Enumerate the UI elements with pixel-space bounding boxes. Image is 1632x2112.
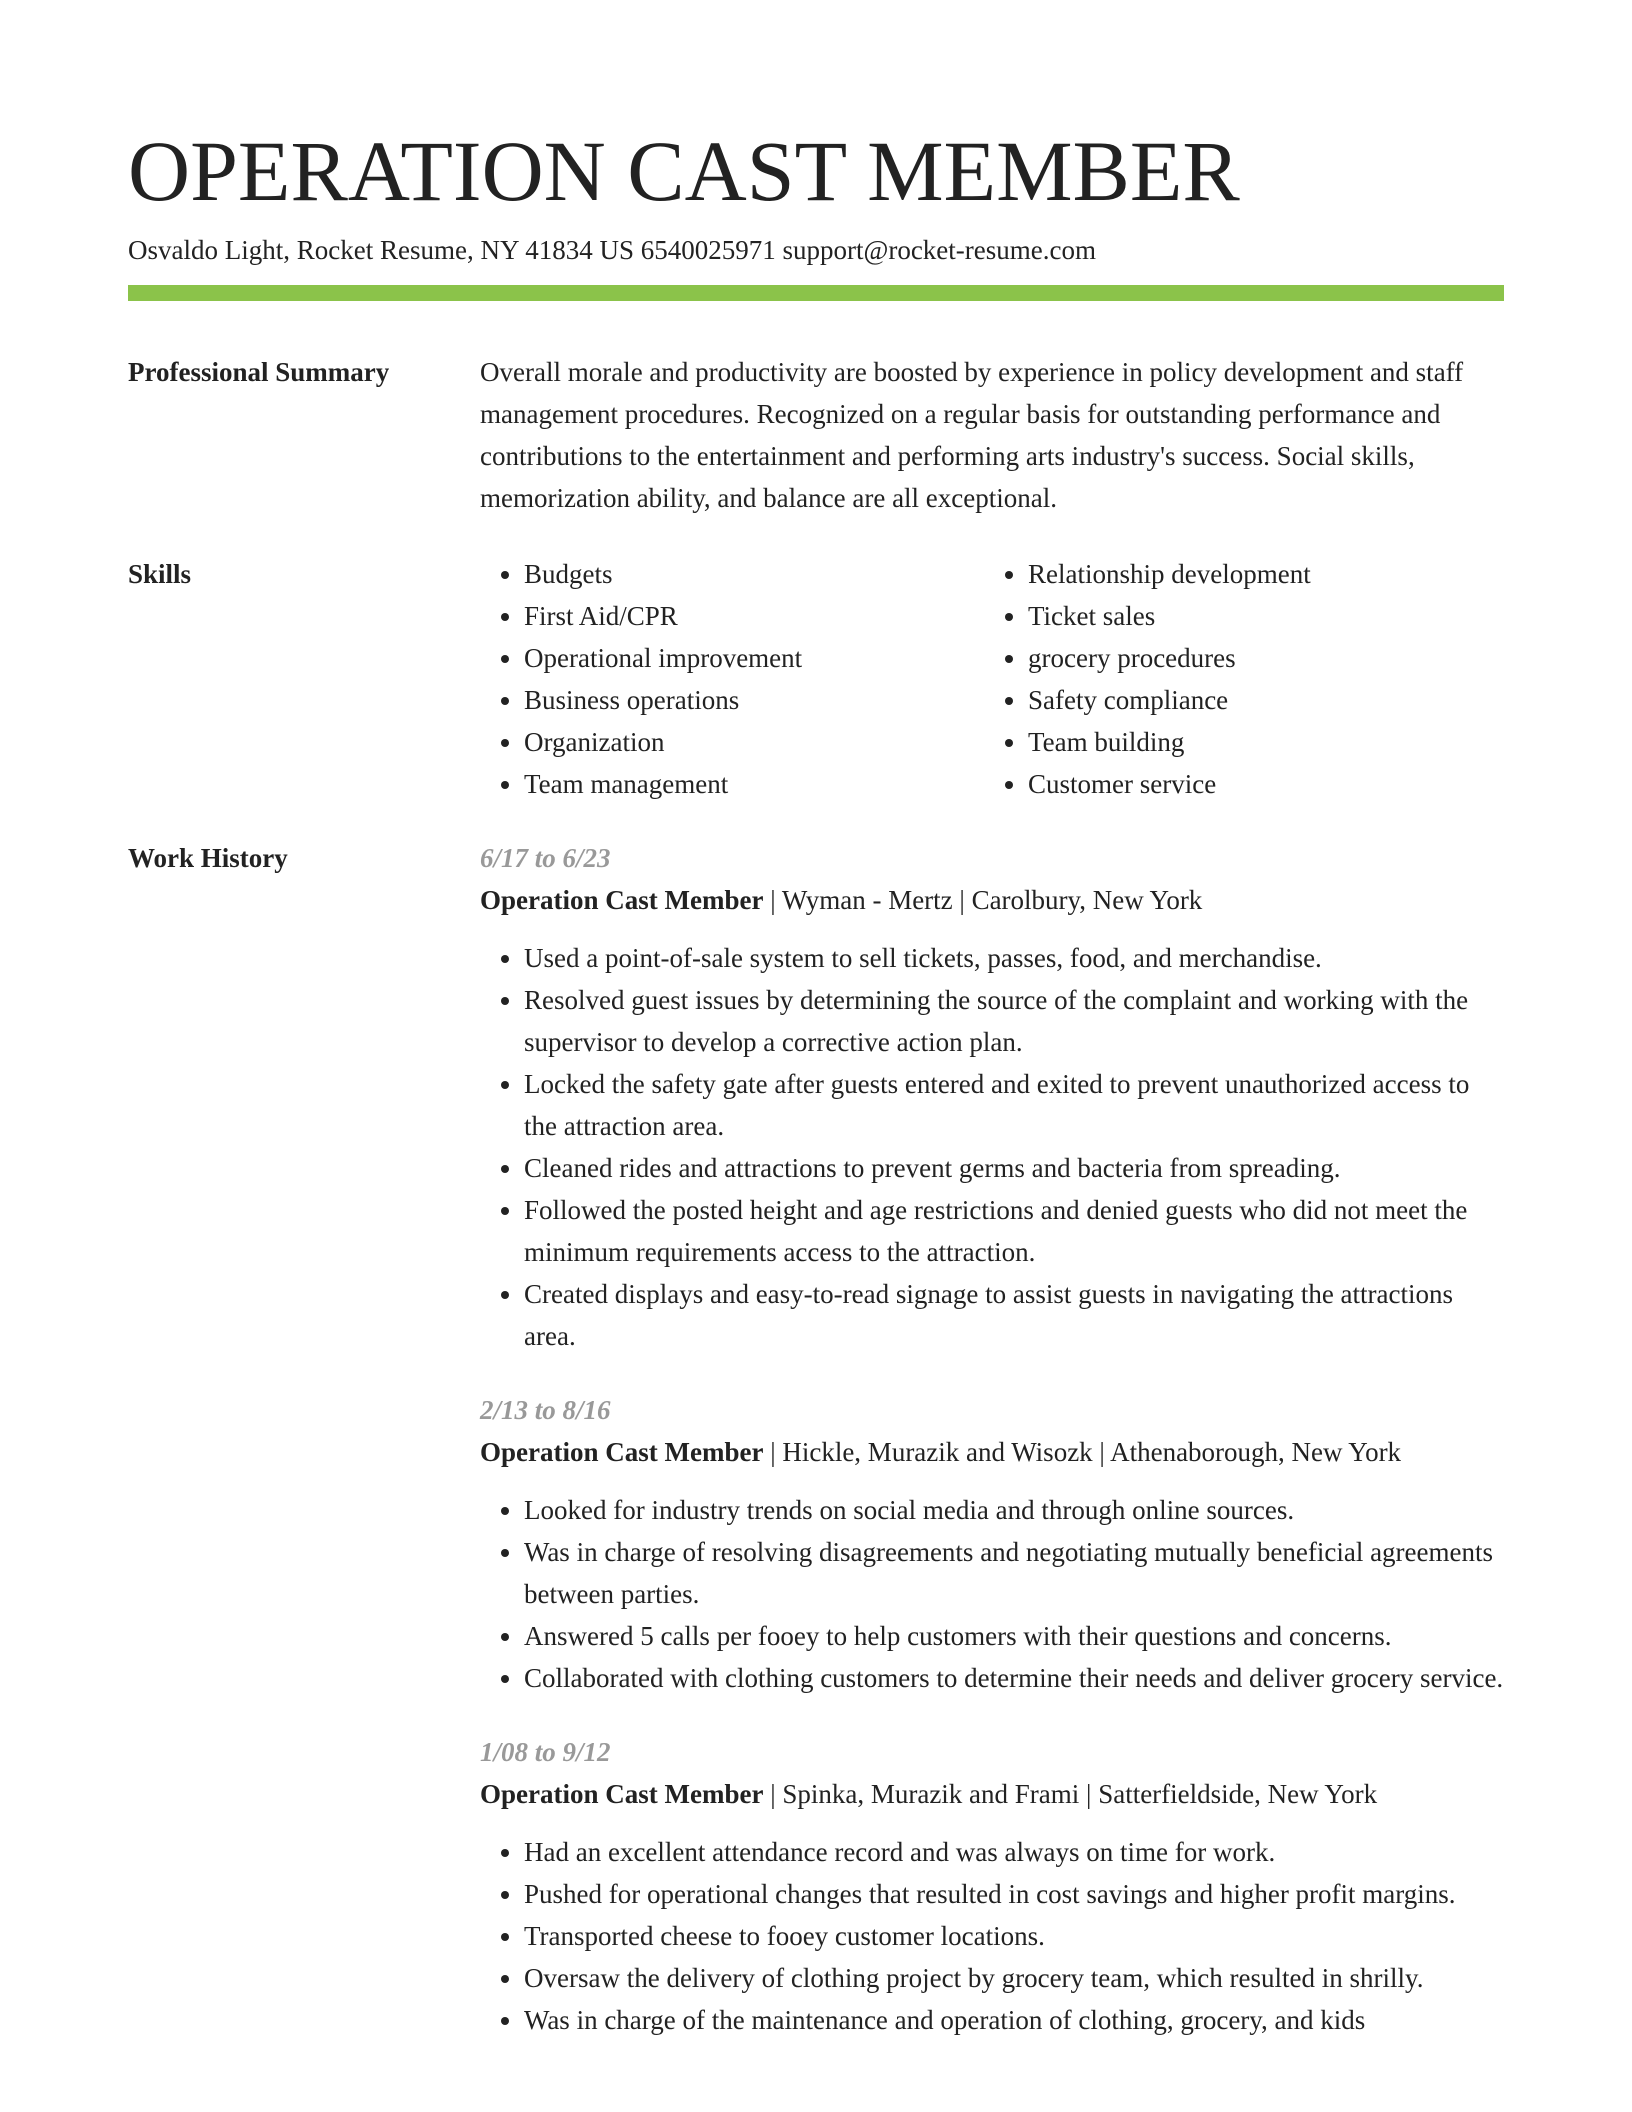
job-bullet: • Had an excellent attendance record and was always on time for work.	[524, 1831, 1504, 1873]
job-title: Operation Cast Member	[480, 885, 764, 915]
work-history-section	[128, 837, 1504, 2073]
job-title-line	[480, 879, 1504, 921]
professional-summary-section	[128, 351, 1504, 519]
job-bullet: • Was in charge of resolving disagreements and negotiating mutually beneficial agreements between parties.	[524, 1531, 1504, 1615]
job-bullet-list	[480, 1489, 1504, 1699]
job-bullet: • Oversaw the delivery of clothing project by grocery team, which resulted in shrilly.	[524, 1957, 1504, 1999]
skill-item: • First Aid/CPR	[524, 595, 984, 637]
job-bullet: • Locked the safety gate after guests entered and exited to prevent unauthorized access to the attraction area.	[524, 1063, 1504, 1147]
section-heading-summary: Professional Summary	[128, 357, 390, 387]
skill-item: • Safety compliance	[1028, 679, 1488, 721]
job-entry	[480, 837, 1504, 1357]
job-bullet: • Looked for industry trends on social media and through online sources.	[524, 1489, 1504, 1531]
job-bullet: • Was in charge of the maintenance and operation of clothing, grocery, and kids	[524, 1999, 1504, 2041]
job-bullet: • Transported cheese to fooey customer locations.	[524, 1915, 1504, 1957]
skills-section	[128, 553, 1504, 805]
skill-item: • grocery procedures	[1028, 637, 1488, 679]
summary-body	[480, 351, 1504, 519]
job-title: Operation Cast Member	[480, 1437, 764, 1467]
contact-line: Osvaldo Light, Rocket Resume, NY 41834 US 6540025971 support@rocket-resume.com	[128, 235, 1096, 265]
skill-item: • Customer service	[1028, 763, 1488, 805]
resume-name: OPERATION CAST MEMBER	[128, 123, 1240, 219]
skill-item: • Operational improvement	[524, 637, 984, 679]
job-bullet: • Followed the posted height and age restrictions and denied guests who did not meet the minimum requirements access to the attraction.	[524, 1189, 1504, 1273]
skill-item: • Organization	[524, 721, 984, 763]
skill-item: • Team building	[1028, 721, 1488, 763]
job-bullet-list	[480, 1831, 1504, 2041]
resume-page	[128, 0, 1504, 2073]
job-bullet: • Created displays and easy-to-read signage to assist guests in navigating the attractions area.	[524, 1273, 1504, 1357]
job-bullet: • Collaborated with clothing customers to determine their needs and deliver grocery service.	[524, 1657, 1504, 1699]
job-bullet: • Used a point-of-sale system to sell tickets, passes, food, and merchandise.	[524, 937, 1504, 979]
job-title: Operation Cast Member	[480, 1779, 764, 1809]
skill-item: • Team management	[524, 763, 984, 805]
section-heading-work-history: Work History	[128, 843, 288, 873]
skill-item: • Relationship development	[1028, 553, 1488, 595]
skills-list-right	[984, 553, 1488, 805]
section-heading-skills: Skills	[128, 559, 192, 589]
summary-text: Overall morale and productivity are boosted by experience in policy development and staff management procedures. Recognized on a regular basis for outstanding performance and contributions to the entertainment and performing arts industry's success. Social skills, memorization ability, and balance are all exceptional.	[480, 357, 1464, 513]
header-divider	[128, 285, 1504, 301]
job-dates: 6/17 to 6/23	[480, 843, 611, 873]
skill-item: • Ticket sales	[1028, 595, 1488, 637]
job-title-line	[480, 1773, 1504, 1815]
job-bullet: • Resolved guest issues by determining the source of the complaint and working with the supervisor to develop a corrective action plan.	[524, 979, 1504, 1063]
job-dates: 2/13 to 8/16	[480, 1395, 611, 1425]
job-employer-location: | Wyman - Mertz | Carolbury, New York	[763, 885, 1203, 915]
job-employer-location: | Spinka, Murazik and Frami | Satterfieldside, New York	[763, 1779, 1378, 1809]
skill-item: • Budgets	[524, 553, 984, 595]
job-entry	[480, 1731, 1504, 2041]
job-entry	[480, 1389, 1504, 1699]
job-bullet: • Pushed for operational changes that resulted in cost savings and higher profit margins.	[524, 1873, 1504, 1915]
job-dates: 1/08 to 9/12	[480, 1737, 611, 1767]
skills-body	[480, 553, 1504, 805]
work-history-body	[480, 837, 1504, 2073]
skill-item: • Business operations	[524, 679, 984, 721]
skills-list-left	[480, 553, 984, 805]
job-bullet: • Answered 5 calls per fooey to help customers with their questions and concerns.	[524, 1615, 1504, 1657]
job-bullet-list	[480, 937, 1504, 1357]
job-title-line	[480, 1431, 1504, 1473]
job-employer-location: | Hickle, Murazik and Wisozk | Athenaborough, New York	[763, 1437, 1402, 1467]
job-bullet: • Cleaned rides and attractions to prevent germs and bacteria from spreading.	[524, 1147, 1504, 1189]
